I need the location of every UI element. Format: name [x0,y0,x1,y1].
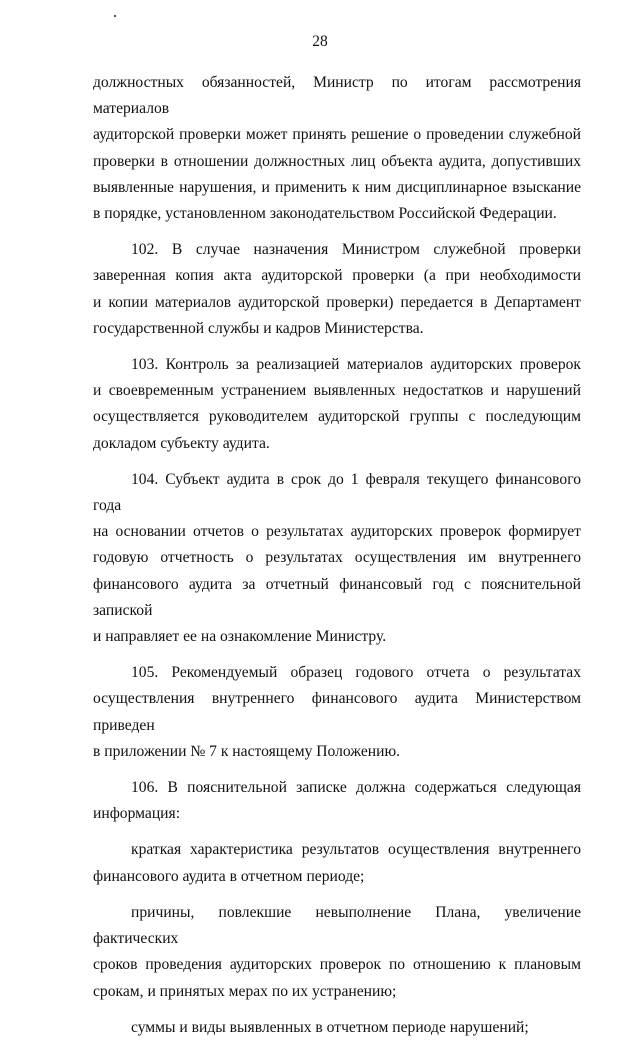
paragraph [93,900,581,1005]
paragraph [93,660,581,765]
text-line: сроков проведения аудиторских проверок по отношению к плановым [93,956,581,974]
text-line: должностных обязанностей, Министр по итогам рассмотрения материалов [93,74,581,118]
scan-mark [114,15,116,17]
paragraph [93,775,581,827]
text-line: осуществления внутреннего финансового аудита Министерством приведен [93,690,581,734]
text-line: государственной службы и кадров Министерства. [93,319,424,337]
text-line: годовую отчетность о результатах осуществления им внутреннего [93,549,581,567]
text-line: в порядке, установленном законодательством Российской Федерации. [93,205,557,223]
text-line: заверенная копия акта аудиторской проверки (а при необходимости [93,267,581,285]
page-number: 28 [312,33,328,50]
text-line: срокам, и принятых мерах по их устранению; [93,982,397,1000]
paragraph [93,70,581,227]
text-line: 106. В пояснительной записке должна содержаться следующая [131,779,581,797]
text-line: суммы и виды выявленных в отчетном периоде нарушений; [131,1018,529,1036]
text-line: в приложении № 7 к настоящему Положению. [93,742,401,760]
paragraph [93,1015,581,1041]
text-line: финансового аудита за отчетный финансовый год с пояснительной запиской [93,575,581,619]
text-line: выявленные нарушения, и применить к ним дисциплинарное взыскание [93,178,581,196]
text-line: 104. Субъект аудита в срок до 1 февраля текущего финансового года [93,470,581,515]
text-line: и своевременным устранением выявленных недостатков и нарушений [93,382,581,400]
text-line: информация: [93,805,181,823]
document-body [93,70,581,1051]
paragraph [93,467,581,650]
text-line: и копии материалов аудиторской проверки) передается в Департамент [93,293,581,311]
paragraph [93,237,581,342]
text-line: на основании отчетов о результатах аудиторских проверок формирует [93,523,581,541]
text-line: причины, повлекшие невыполнение Плана, увеличение фактических [93,903,581,948]
text-line: проверки в отношении должностных лиц объекта аудита, допустивших [93,152,581,170]
text-line: краткая характеристика результатов осуществления внутреннего [131,841,581,859]
text-line: осуществляется руководителем аудиторской группы с последующим [93,408,581,426]
text-line: 102. В случае назначения Министром служебной проверки [131,241,581,259]
paragraph [93,837,581,889]
text-line: 103. Контроль за реализацией материалов аудиторских проверок [131,356,581,374]
text-line: финансового аудита в отчетном периоде; [93,867,365,885]
text-line: докладом субъекту аудита. [93,434,270,452]
text-line: аудиторской проверки может принять решение о проведении служебной [93,126,581,144]
text-line: и направляет ее на ознакомление Министру. [93,628,387,646]
text-line: 105. Рекомендуемый образец годового отчета о результатах [131,664,581,682]
paragraph [93,352,581,457]
